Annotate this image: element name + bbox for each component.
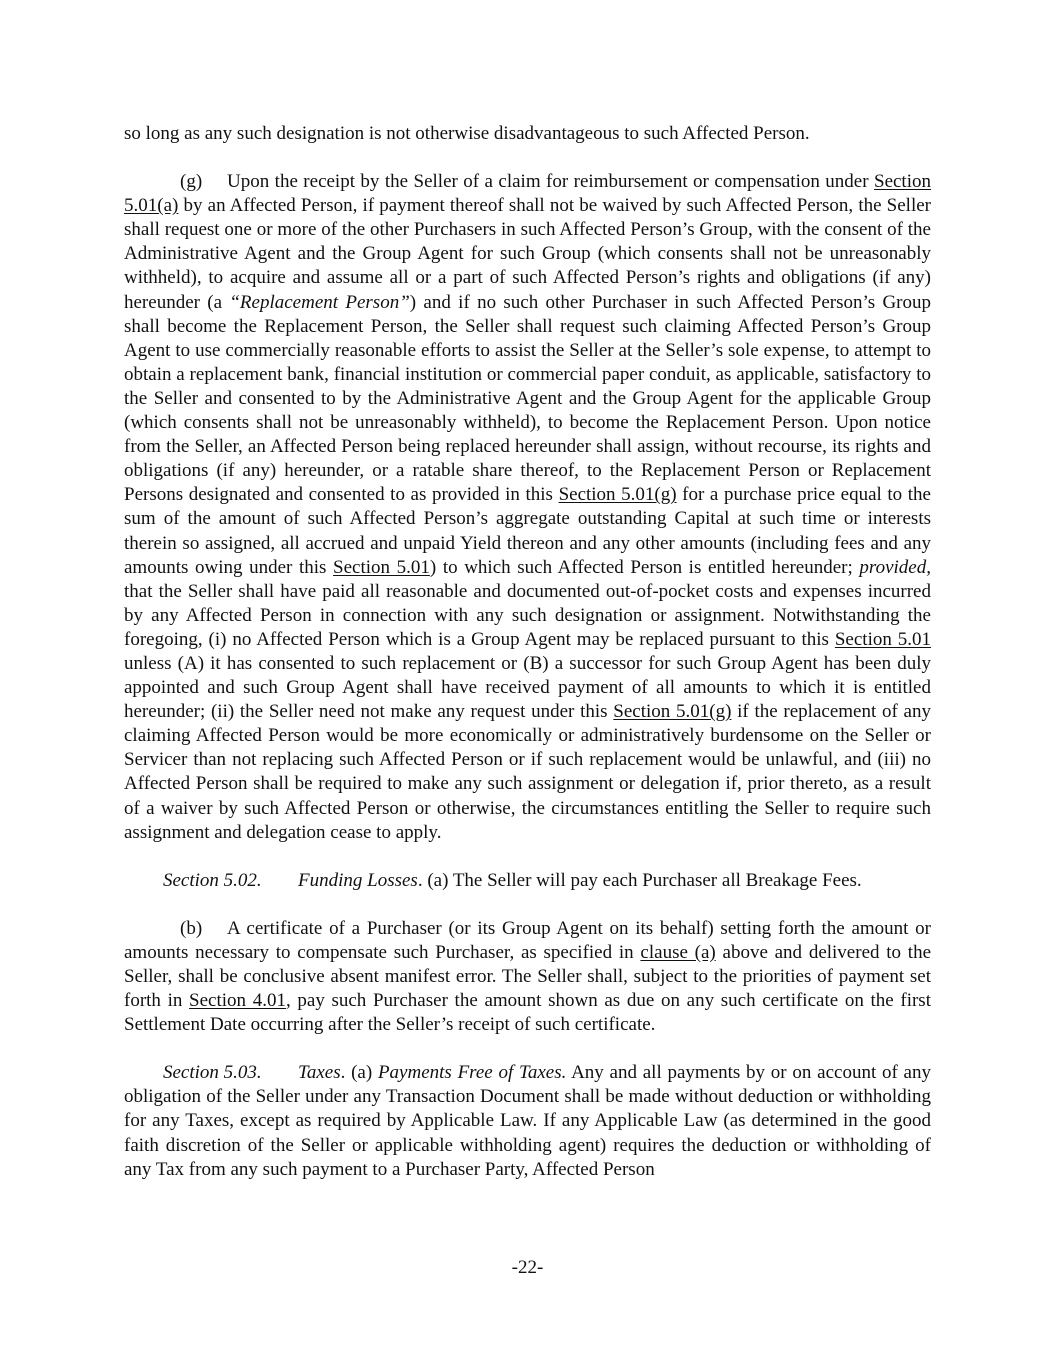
- section-5-03-heading: Section 5.03. Taxes. (a) Payments Free of Taxes. Any and all payments by or on account of any obligation of the Seller under any Transaction Document shall be made without deduction or withholding for any Taxes, except as required by Applicable Law. If any Applicable Law (as determined in the good faith discretion of the Seller or applicable withholding agent) requires the deduction or withholding of any Tax from any such payment to a Purchaser Party, Affected Person: [124, 1062, 931, 1180]
- section-reference: Section 5.01(g): [613, 701, 732, 723]
- proviso-term: provided,: [859, 556, 931, 578]
- clause-label: (g): [180, 171, 203, 193]
- section-reference: Section 5.01(g): [558, 484, 677, 506]
- paragraph-g: (g) Upon the receipt by the Seller of a claim for reimbursement or compensation under Section 5.01(a) by an Affected Person, if payment thereof shall not be waived by such Affected Person, the Seller shall request one or more of the other Purchasers in such Affected Person’s Group, with the consent of the Administrative Agent and the Group Agent for such Group (which consents shall not be unreasonably withheld), to acquire and assume all or a part of such Affected Person’s rights and obligations (if any) hereunder (a “Replacement Person”) and if no such other Purchaser in such Affected Person’s Group shall become the Replacement Person, the Seller shall request such claiming Affected Person’s Group Agent to use commercially reasonable efforts to assist the Seller at the Seller’s sole expense, to attempt to obtain a replacement bank, financial institution or commercial paper conduit, as applicable, satisfactory to the Seller and consented to by the Administrative Agent and the Group Agent for the applicable Group (which consents shall not be unreasonably withheld), to become the Replacement Person. Upon notice from the Seller, an Affected Person being replaced hereunder shall assign, without recourse, its rights and obligations (if any) hereunder, or a ratable share thereof, to the Replacement Person or Replacement Persons designated and consented to as provided in this Section 5.01(g) for a purchase price equal to the sum of the amount of such Affected Person’s aggregate outstanding Capital at such time or interests therein so assigned, all accrued and unpaid Yield thereon and any other amounts (including fees and any amounts owing under this Section 5.01) to which such Affected Person is entitled hereunder; provided, that the Seller shall have paid all reasonable and documented out-of-pocket costs and expenses incurred by any Affected Person in connection with any such designation or assignment. Notwithstanding the foregoing, (i) no Affected Person which is a Group Agent may be replaced pursuant to this Section 5.01 unless (A) it has consented to such replacement or (B) a successor for such Group Agent has been duly appointed and such Group Agent shall have received payment of all amounts to which it is entitled hereunder; (ii) the Seller need not make any request under this Section 5.01(g) if the replacement of any claiming Affected Person would be more economically or administratively burdensome on the Seller or Servicer than not replacing such Affected Person or if such replacement would be unlawful, and (iii) no Affected Person shall be required to make any such assignment or delegation if, prior thereto, as a result of a waiver by such Affected Person or otherwise, the circumstances entitling the Seller to require such assignment and delegation cease to apply.: [124, 171, 932, 843]
- section-reference: Section 5.01: [834, 628, 931, 650]
- section-title: Taxes: [298, 1062, 341, 1084]
- clause-reference: clause (a): [640, 941, 716, 963]
- section-number: Section 5.02.: [163, 869, 262, 891]
- document-page: [124, 122, 931, 1182]
- defined-term: “Replacement Person”: [229, 291, 410, 313]
- section-5-02-heading: Section 5.02. Funding Losses. (a) The Seller will pay each Purchaser all Breakage Fees.: [124, 869, 931, 893]
- section-reference: Section 5.01: [333, 556, 430, 578]
- section-number: Section 5.03.: [163, 1062, 262, 1084]
- section-reference: Section 5.01(a): [124, 171, 931, 217]
- page-number: -22-: [511, 1257, 544, 1278]
- clause-label: (b): [180, 917, 203, 939]
- paragraph-b: (b) A certificate of a Purchaser (or its Group Agent on its behalf) setting forth the amount or amounts necessary to compensate such Purchaser, as specified in clause (a) above and delivered to the Seller, shall be conclusive absent manifest error. The Seller shall, subject to the priorities of payment set forth in Section 4.01, pay such Purchaser the amount shown as due on any such certificate on the first Settlement Date occurring after the Seller’s receipt of such certificate.: [124, 917, 932, 1036]
- section-reference: Section 4.01: [189, 990, 286, 1012]
- subsection-title: Payments Free of Taxes.: [377, 1062, 567, 1084]
- section-title: Funding Losses: [298, 869, 418, 891]
- paragraph-continuation: so long as any such designation is not otherwise disadvantageous to such Affected Person.: [124, 123, 810, 144]
